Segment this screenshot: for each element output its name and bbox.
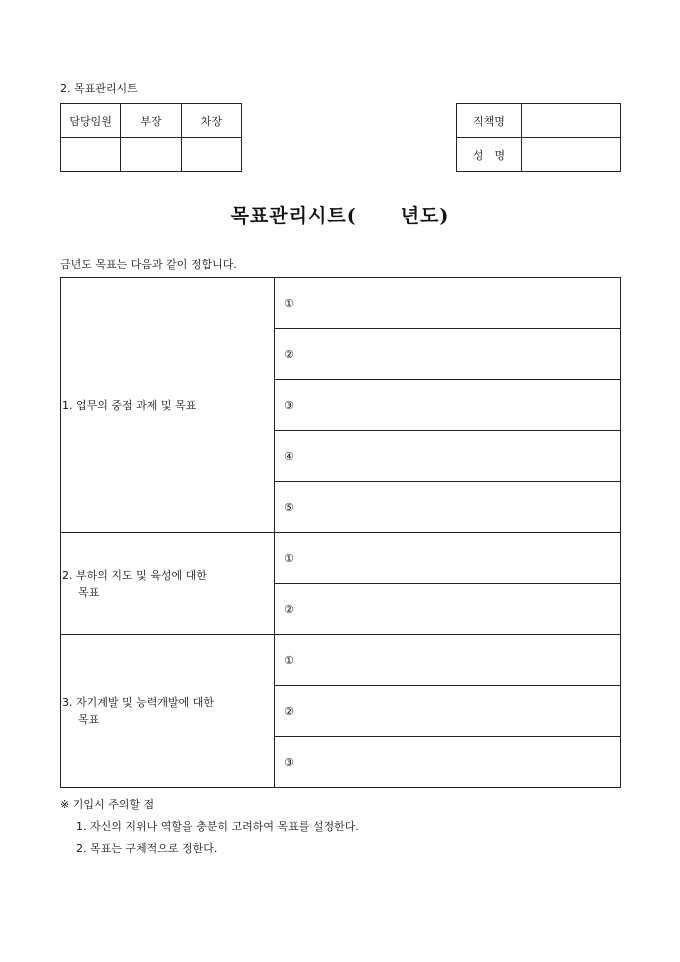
category-cell [61,533,275,635]
goal-table [60,277,621,788]
goal-entry-cell[interactable] [275,533,621,584]
intro-text: 금년도 목표는 다음과 같이 정합니다. [60,258,237,271]
position-field[interactable] [522,104,621,138]
category-line: 목표 [78,585,100,599]
category-line: 2. 부하의 지도 및 육성에 대한 [62,568,207,582]
note-line: 1. 자신의 지위나 역할을 충분히 고려하여 목표를 설정한다. [76,820,359,833]
category-label [62,694,268,728]
note-line: 2. 목표는 구체적으로 정한다. [76,842,218,855]
page-title [0,201,680,228]
name-field[interactable] [522,138,621,172]
item-number: ④ [284,449,294,463]
category-line: 목표 [78,713,100,726]
approval-header-deputy: 차장 [181,104,241,138]
position-name-table [456,103,621,172]
item-number: ③ [284,755,294,769]
table-row [61,533,621,584]
approval-table [60,103,242,172]
item-number: ② [284,347,294,361]
category-line: 3. 자기계발 및 능력개발에 대한 [62,696,214,709]
goal-entry-cell[interactable] [275,737,621,788]
goal-entry-cell[interactable] [275,431,621,482]
title-right: 년도) [400,205,450,227]
approval-sign-manager[interactable] [121,138,181,172]
category-label [62,397,268,414]
approval-sign-executive[interactable] [61,138,121,172]
notes [60,794,359,860]
approval-header-manager: 부장 [121,104,181,138]
category-label [62,567,268,601]
item-number: ③ [284,398,294,412]
approval-header-executive: 담당임원 [61,104,121,138]
table-row [61,635,621,686]
section-label: 2. 목표관리시트 [60,82,138,95]
title-left: 목표관리시트( [230,205,357,227]
notes-heading: ※ 기입시 주의할 점 [60,798,155,811]
name-label: 성 명 [457,138,522,172]
item-number: ① [284,296,294,310]
goal-entry-cell[interactable] [275,278,621,329]
goal-entry-cell[interactable] [275,584,621,635]
position-label: 직책명 [457,104,522,138]
approval-sign-deputy[interactable] [181,138,241,172]
item-number: ① [284,653,294,667]
item-number: ② [284,704,294,718]
category-line: 1. 업무의 중점 과제 및 목표 [62,398,197,412]
item-number: ① [284,551,294,565]
table-row [61,278,621,329]
goal-entry-cell[interactable] [275,329,621,380]
goal-entry-cell[interactable] [275,482,621,533]
goal-entry-cell[interactable] [275,380,621,431]
item-number: ② [284,602,294,616]
goal-entry-cell[interactable] [275,635,621,686]
category-cell [61,635,275,788]
category-cell [61,278,275,533]
goal-entry-cell[interactable] [275,686,621,737]
item-number: ⑤ [284,500,294,514]
